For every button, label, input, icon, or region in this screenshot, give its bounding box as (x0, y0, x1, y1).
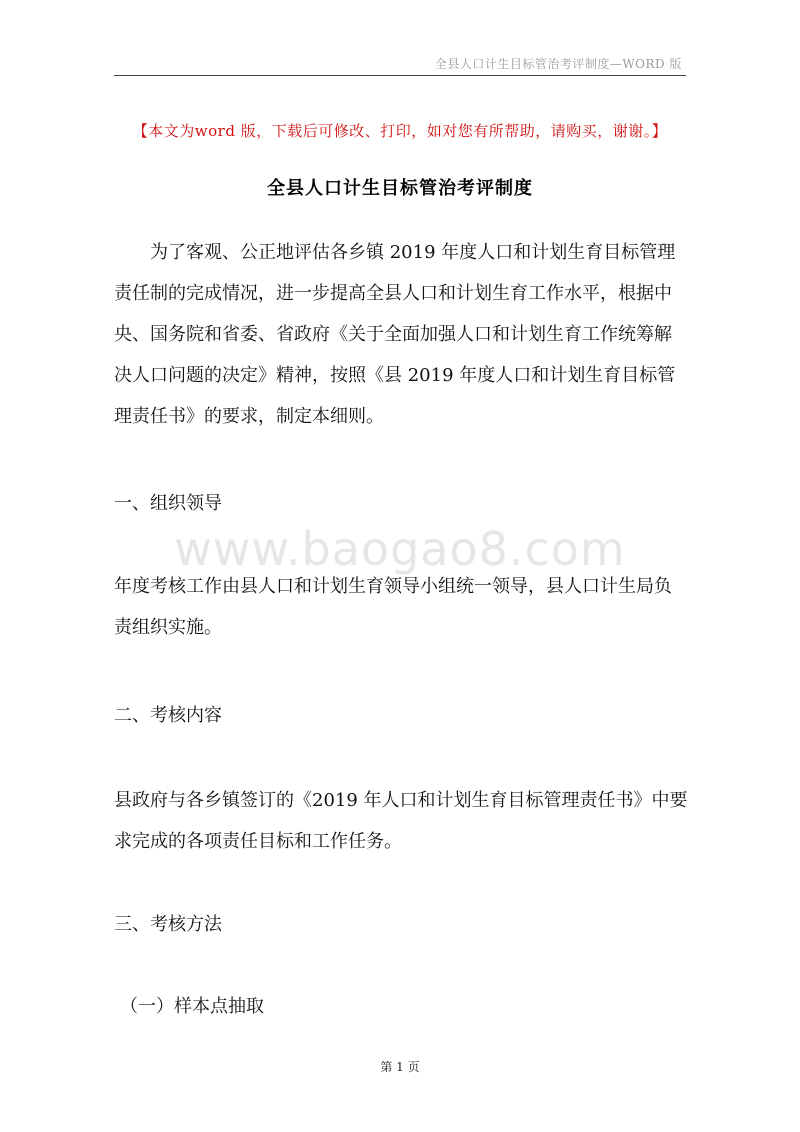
running-header: 全县人口计生目标管治考评制度—WORD 版 (434, 57, 682, 71)
page-number: 第 1 页 (380, 1060, 420, 1074)
subsection-heading-sampling: （一）样本点抽取 (120, 996, 264, 1017)
section-heading-organization: 一、组织领导 (114, 493, 222, 514)
document-title: 全县人口计生目标管治考评制度 (267, 178, 533, 199)
section-heading-content: 二、考核内容 (114, 705, 222, 726)
purchase-notice: 【本文为word 版，下载后可修改、打印，如对您有所帮助，请购买，谢谢。】 (132, 122, 668, 140)
section-heading-method: 三、考核方法 (114, 914, 222, 935)
intro-paragraph: 为了客观、公正地评估各乡镇 2019 年度人口和计划生育目标管理责任制的完成情况，进一步提高全县人口和计划生育工作水平，根据中央、国务院和省委、省政府《关于全面加强人口和计划生育工作统筹解决人口问题的决定》精神，按照《县 2019 年度人口和计划生育目标管理责任书》的要求，制定本细则。 (114, 242, 676, 427)
header-divider (114, 75, 686, 76)
section-paragraph-content: 县政府与各乡镇签订的《2019 年人口和计划生育目标管理责任书》中要求完成的各项责任目标和工作任务。 (114, 790, 688, 852)
watermark: www.baogao8.com (174, 522, 626, 576)
section-paragraph-organization: 年度考核工作由县人口和计划生育领导小组统一领导，县人口计生局负责组织实施。 (114, 576, 672, 638)
